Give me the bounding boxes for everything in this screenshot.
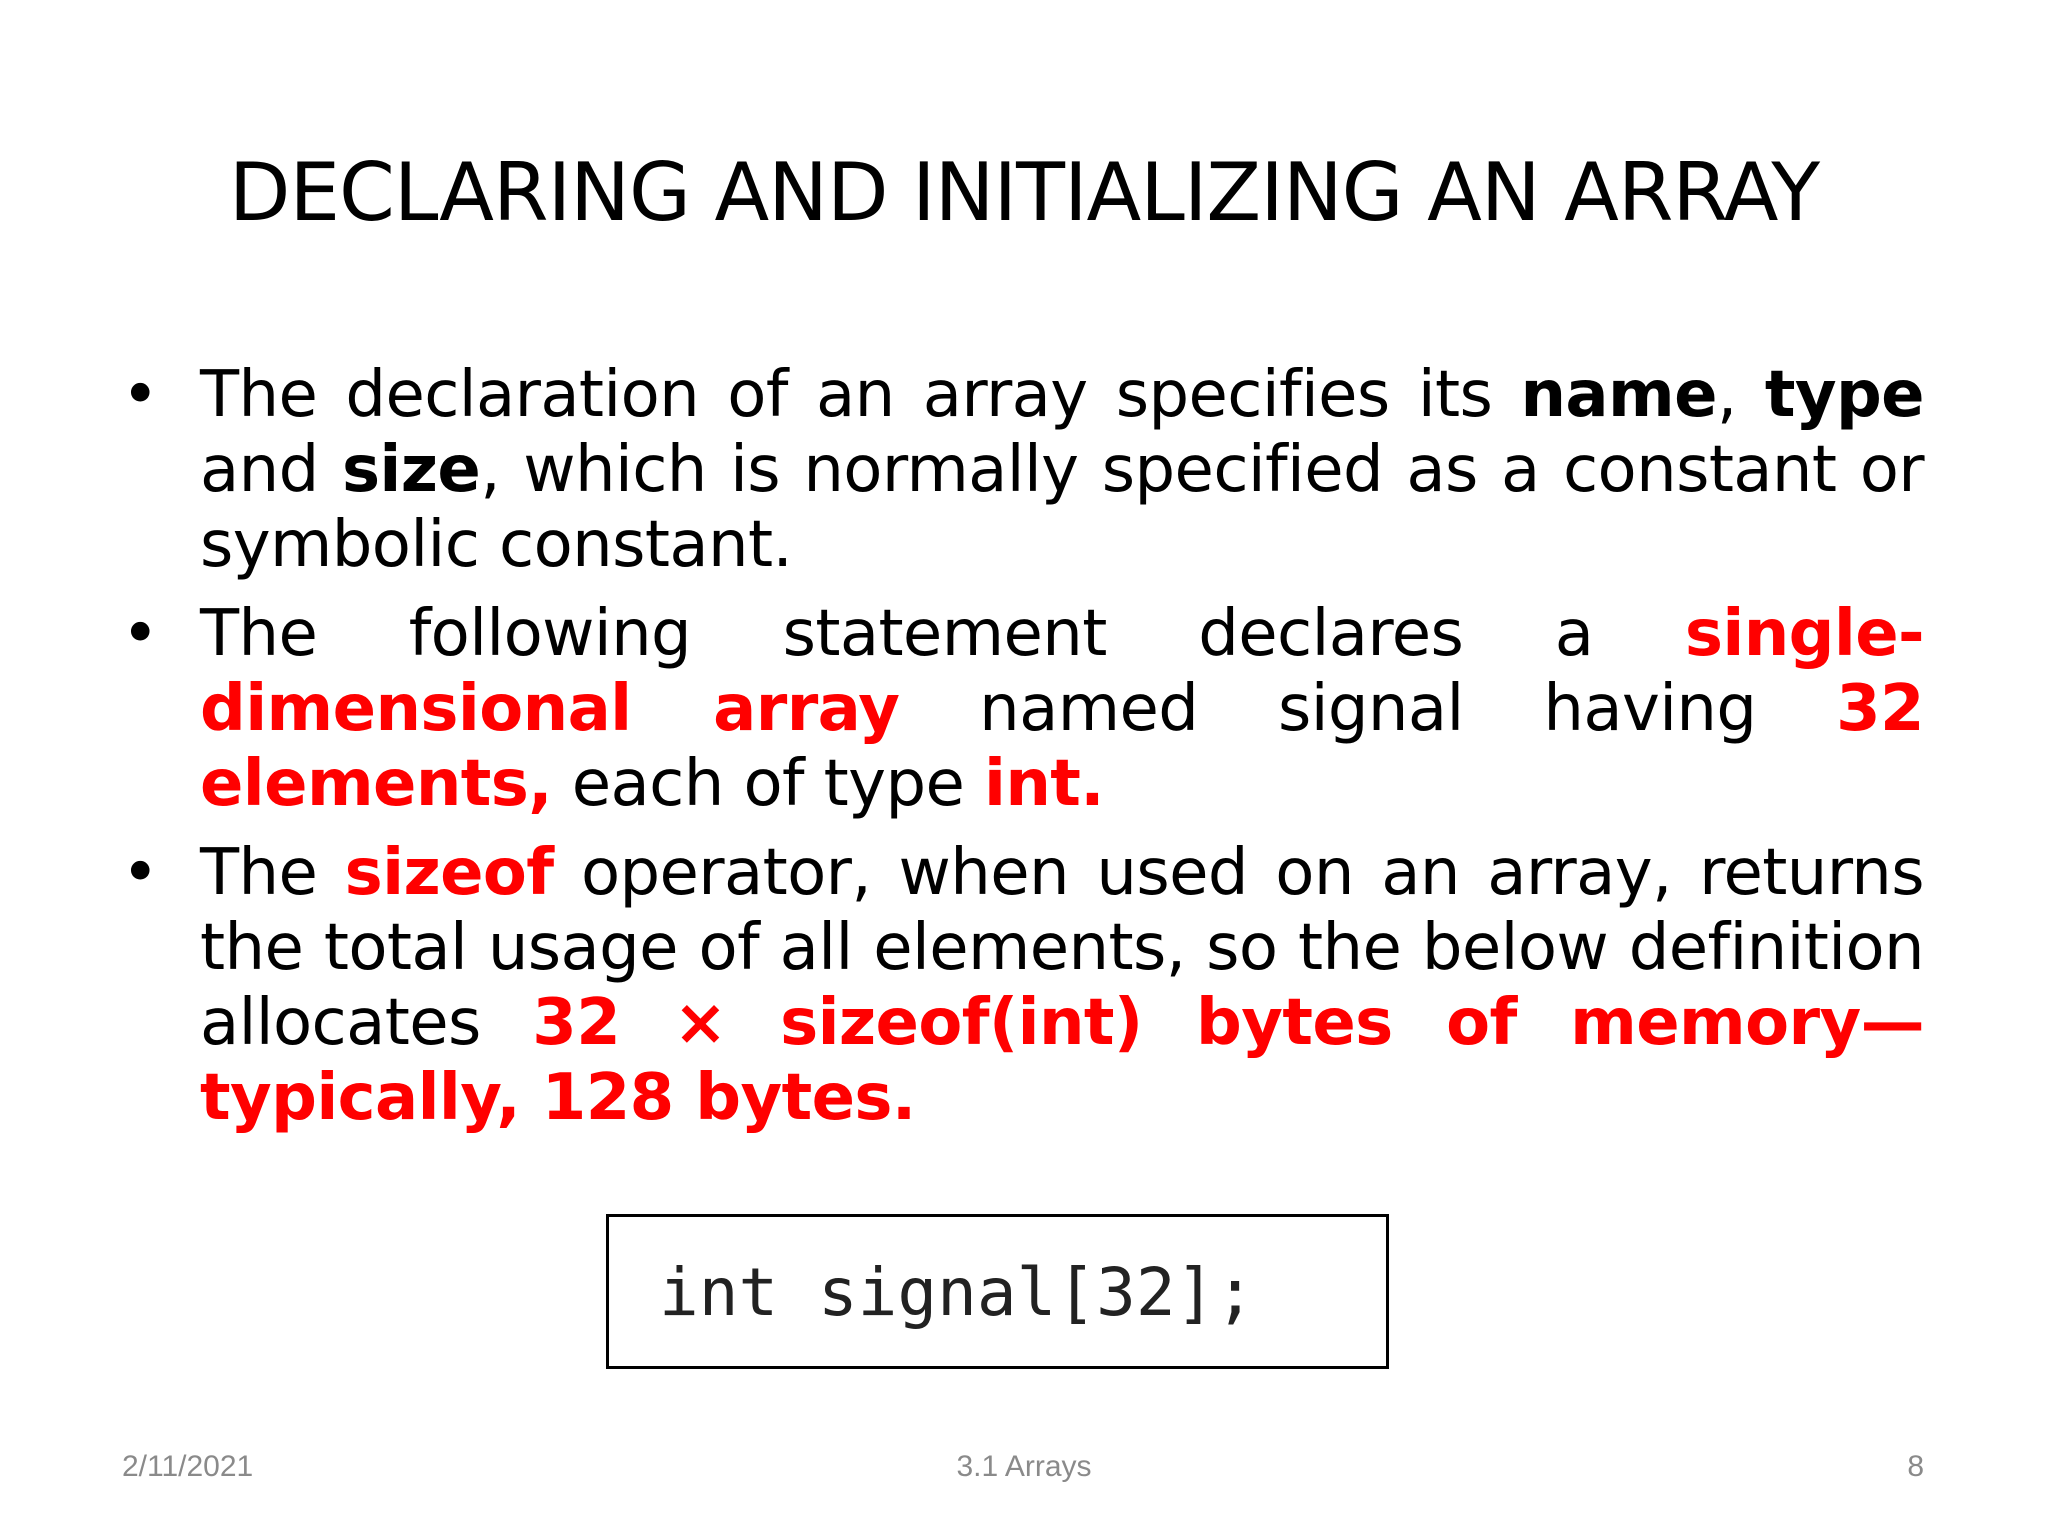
highlight-single-dimensional-array: single-dimensional array — [200, 597, 1924, 746]
bullet-text: , which is normally specified as a constant or symbolic constant. — [200, 433, 1924, 582]
bullet-text: and — [200, 433, 342, 507]
footer-page-number: 8 — [1907, 1450, 1924, 1483]
bold-term-name: name — [1520, 358, 1717, 432]
slide-title: DECLARING AND INITIALIZING AN ARRAY — [228, 146, 1820, 239]
bullet-text: , — [1716, 358, 1765, 432]
bullet-marker: • — [121, 358, 159, 432]
highlight-sizeof: sizeof — [344, 836, 554, 910]
bullet-marker: • — [121, 597, 159, 671]
bullet-list — [121, 358, 1924, 1150]
bullet-text: operator, when used on an array, returns the total usage of all elements, so the below definition allocates — [200, 836, 1924, 1060]
bullet-text: The following statement declares a — [200, 597, 1685, 671]
bullet-text: The declaration of an array specifies its — [200, 358, 1521, 432]
highlight-int: int. — [984, 747, 1105, 821]
highlight-32-elements: 32 elements, — [200, 672, 1924, 821]
footer-section-title: 3.1 Arrays — [956, 1450, 1092, 1483]
bullet-text: each of type — [552, 747, 984, 821]
bullet-item-sizeof — [121, 836, 1924, 1136]
bold-term-size: size — [341, 433, 481, 507]
bullet-text: The — [200, 836, 345, 910]
highlight-memory-bytes: 32 × sizeof(int) bytes of memory—typically, 128 bytes. — [200, 986, 1924, 1135]
bullet-item-statement — [121, 597, 1924, 822]
bullet-item-declaration — [121, 358, 1924, 583]
bullet-marker: • — [121, 836, 159, 910]
bold-term-type: type — [1764, 358, 1924, 432]
footer-date: 2/11/2021 — [122, 1450, 254, 1483]
code-snippet: int signal[32]; — [659, 1254, 1256, 1331]
bullet-text: named signal having — [899, 672, 1837, 746]
code-box — [606, 1214, 1389, 1369]
